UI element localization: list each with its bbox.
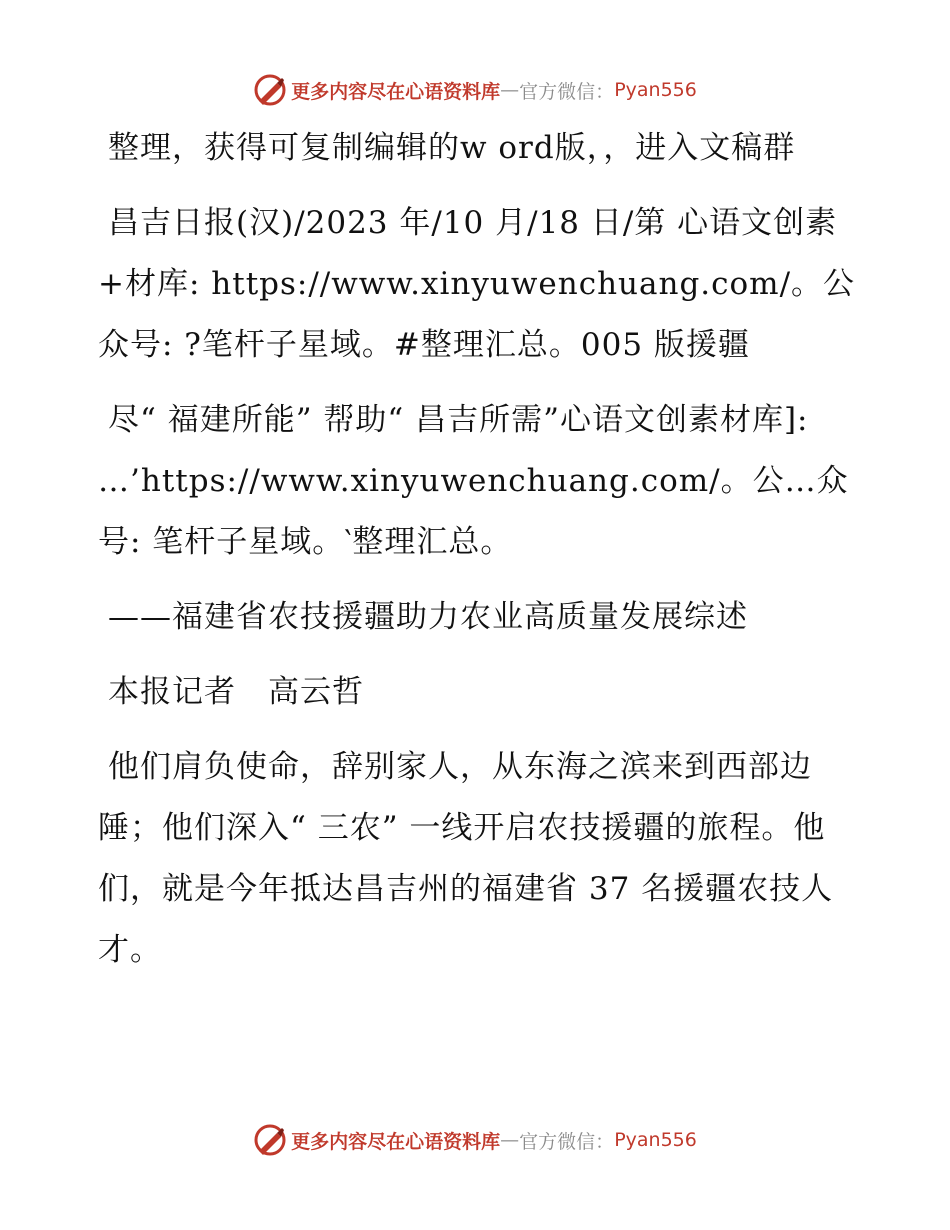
paragraph-byline: 本报记者 高云哲: [108, 674, 364, 710]
watermark-wechat-id: Pyan556: [614, 79, 697, 101]
paragraph-headline: 尽“ 福建所能” 帮助“ 昌吉所需”心语文创素材库]: …’https://www.xinyuwenchuang.com/。公…众号: 笔杆子星域。‵整理汇总。: [98, 402, 849, 560]
paragraph-intro: 整理，获得可复制编辑的w ord版，，进入文稿群: [108, 130, 796, 166]
watermark-footer: [0, 1120, 950, 1160]
watermark-wechat-label: 官方微信：: [519, 80, 615, 103]
document-body: [98, 118, 858, 995]
watermark-header: [0, 70, 950, 110]
watermark-wechat-label: 官方微信：: [519, 1130, 615, 1153]
watermark-wechat-id: Pyan556: [614, 1129, 697, 1151]
watermark-separator: —: [500, 79, 520, 101]
pen-logo-icon: [253, 1123, 287, 1157]
paragraph-subtitle: ——福建省农技援疆助力农业高质量发展综述: [108, 599, 748, 635]
watermark-text: 更多内容尽在心语资料库: [291, 80, 501, 103]
pen-logo-icon: [253, 73, 287, 107]
paragraph-source: 昌吉日报(汉)/2023 年/10 月/18 日/第 心语文创素+材库: https://www.xinyuwenchuang.com/。公众号: ?笔杆子星域。#整理汇总。005 版援疆: [98, 205, 856, 363]
watermark-text: 更多内容尽在心语资料库: [291, 1130, 501, 1153]
watermark-separator: —: [500, 1129, 520, 1151]
paragraph-lead: 他们肩负使命，辞别家人，从东海之滨来到西部边陲；他们深入“ 三农” 一线开启农技援疆的旅程。他们，就是今年抵达昌吉州的福建省 37 名援疆农技人才。: [98, 749, 834, 968]
